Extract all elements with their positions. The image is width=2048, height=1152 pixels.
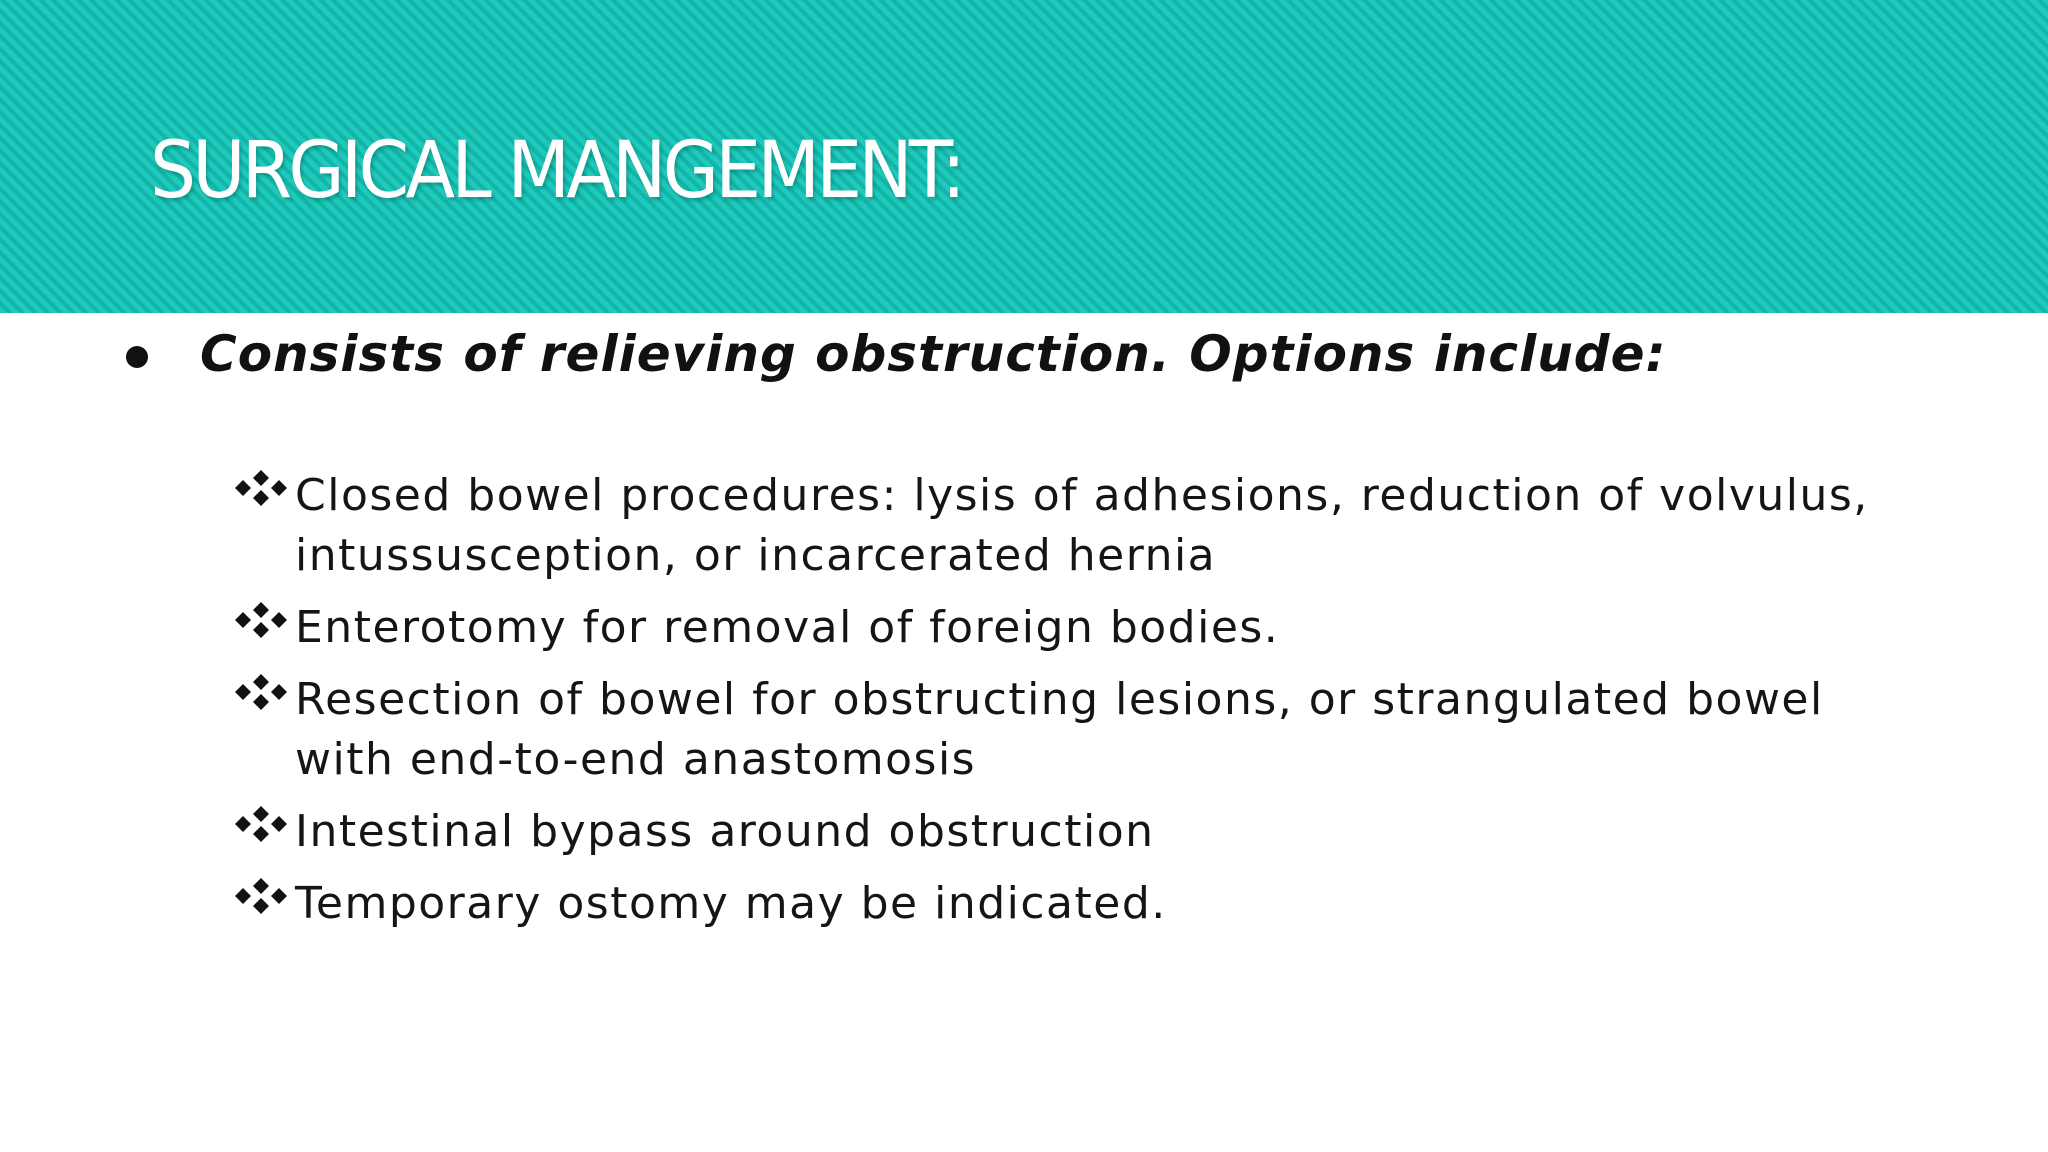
sub-bullet-item xyxy=(233,802,1933,862)
title-band xyxy=(0,0,2048,313)
sub-bullet-item xyxy=(233,874,1933,934)
bullet-dot-icon xyxy=(126,346,148,368)
four-diamond-bullet-icon xyxy=(233,672,289,728)
sub-bullet-item xyxy=(233,466,1933,586)
slide-title: SURGICAL MANGEMENT: xyxy=(150,126,963,216)
main-bullet-text: Consists of relieving obstruction. Options include: xyxy=(200,325,1667,383)
four-diamond-bullet-icon xyxy=(233,876,289,932)
sub-bullet-list xyxy=(233,466,1933,946)
sub-bullet-item xyxy=(233,598,1933,658)
sub-bullet-text: Temporary ostomy may be indicated. xyxy=(295,878,1167,929)
four-diamond-bullet-icon xyxy=(233,804,289,860)
sub-bullet-text: Intestinal bypass around obstruction xyxy=(295,806,1155,857)
sub-bullet-item xyxy=(233,670,1933,790)
sub-bullet-text: Resection of bowel for obstructing lesions, or strangulated bowel with end-to-end anastomosis xyxy=(295,674,1824,785)
four-diamond-bullet-icon xyxy=(233,600,289,656)
sub-bullet-text: Enterotomy for removal of foreign bodies. xyxy=(295,602,1280,653)
sub-bullet-text: Closed bowel procedures: lysis of adhesions, reduction of volvulus, intussusception, or incarcerated hernia xyxy=(295,470,1869,581)
four-diamond-bullet-icon xyxy=(233,468,289,524)
